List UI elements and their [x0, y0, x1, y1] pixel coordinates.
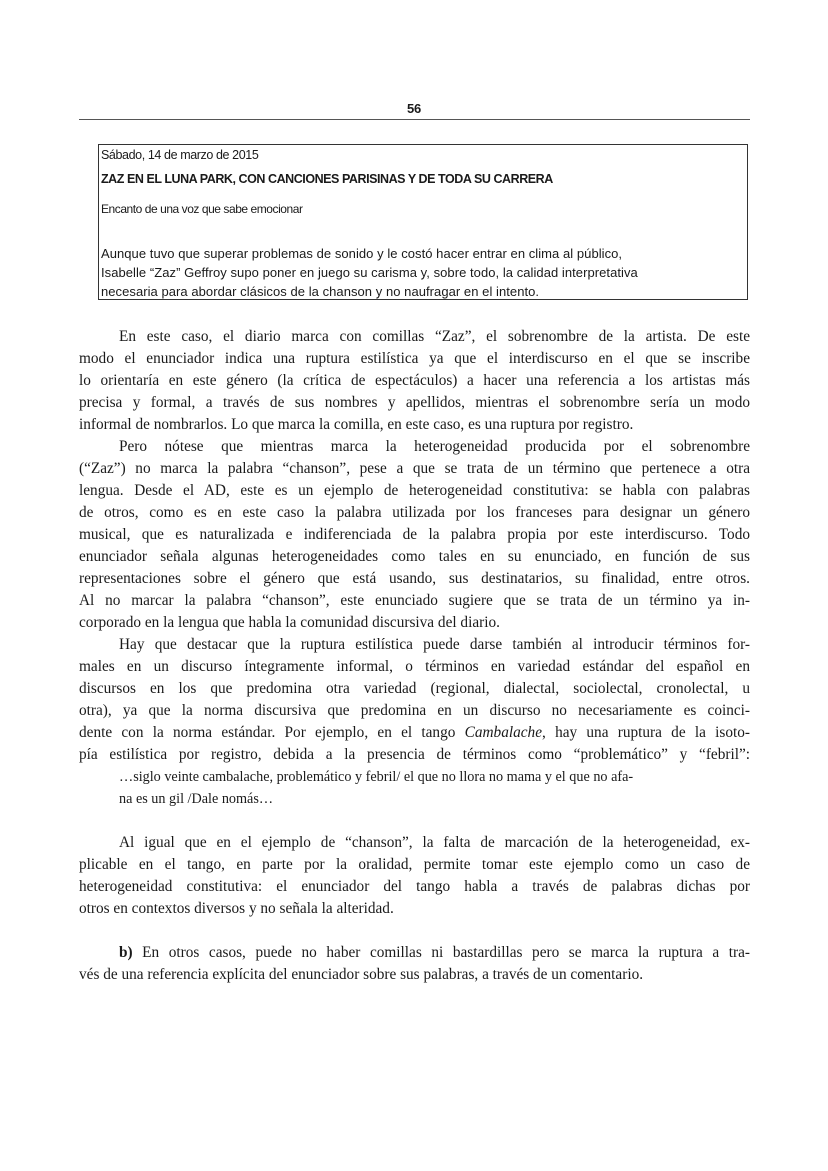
- paragraph-line: corporado en la lengua que habla la comunidad discursiva del diario.: [79, 614, 500, 631]
- paragraph-line: musical, que es naturalizada e indiferenciada de la palabra propia por este interdiscurso. Todo: [79, 526, 750, 543]
- paragraph-line: [79, 942, 750, 964]
- news-headline: ZAZ EN EL LUNA PARK, CON CANCIONES PARISINAS Y DE TODA SU CARRERA: [101, 172, 553, 186]
- paragraph-line: de otros, como es en este caso la palabra utilizada por los franceses para designar un género: [79, 504, 750, 521]
- paragraph-line: vés de una referencia explícita del enunciador sobre sus palabras, a través de un comentario.: [79, 966, 644, 983]
- paragraph-segment: En otros casos, puede no haber comillas ni bastardillas pero se marca la ruptura a tra-: [132, 944, 750, 961]
- paragraph-line: Hay que destacar que la ruptura estilística puede darse también al introducir términos for-: [119, 636, 750, 653]
- quote-line: …siglo veinte cambalache, problemático y febril/ el que no llora no mama y el que no afa-: [119, 769, 634, 785]
- list-label: b): [119, 944, 133, 961]
- news-lead: [101, 244, 745, 301]
- paragraph-line: representaciones sobre el género que está usando, sus destinatarios, su finalidad, entre otros.: [79, 570, 750, 587]
- news-excerpt-box: [98, 144, 748, 300]
- paragraph-line: En este caso, el diario marca con comillas “Zaz”, el sobrenombre de la artista. De este: [119, 328, 750, 345]
- paragraph-line: males en un discurso íntegramente informal, o términos en variedad estándar del español en: [79, 658, 750, 675]
- header-rule: [79, 119, 750, 120]
- paragraph-line: lo orientaría en este género (la crítica de espectáculos) a hacer una referencia a los artistas más: [79, 372, 750, 389]
- paragraph-segment: , hay una ruptura de la isoto-: [541, 724, 751, 741]
- paragraph-line: precisa y formal, a través de sus nombres y apellidos, mientras el sobrenombre sería un modo: [79, 394, 750, 411]
- paragraph-line: modo el enunciador indica una ruptura estilística ya que el interdiscurso en el que se inscribe: [79, 350, 750, 367]
- paragraph-line: Al no marcar la palabra “chanson”, este enunciado sugiere que se trata de un término ya in-: [79, 592, 750, 609]
- news-date: Sábado, 14 de marzo de 2015: [101, 148, 259, 162]
- tango-title: Cambalache: [464, 724, 542, 741]
- paragraph-line: otra), ya que la norma discursiva que predomina en un discurso no necesariamente es coinci-: [79, 702, 750, 719]
- paragraph-line: Al igual que en el ejemplo de “chanson”, la falta de marcación de la heterogeneidad, ex-: [119, 834, 750, 851]
- body-text: [79, 326, 750, 986]
- news-subheadline: Encanto de una voz que sabe emocionar: [101, 202, 303, 216]
- paragraph-line: (“Zaz”) no marca la palabra “chanson”, pese a que se trata de un término que pertenece a otra: [79, 460, 750, 477]
- paragraph-line: Pero nótese que mientras marca la heterogeneidad producida por el sobrenombre: [119, 438, 750, 455]
- news-lead-line: necesaria para abordar clásicos de la chanson y no naufragar en el intento.: [101, 284, 540, 299]
- paragraph-line: heterogeneidad constitutiva: el enunciador del tango habla a través de palabras dichas por: [79, 878, 750, 895]
- paragraph-line: plicable en el tango, en parte por la oralidad, permite tomar este ejemplo como un caso de: [79, 856, 750, 873]
- paragraph-line: [79, 722, 750, 744]
- paragraph-segment: dente con la norma estándar. Por ejemplo, en el tango: [79, 724, 456, 741]
- news-lead-line: Isabelle “Zaz” Geffroy supo poner en juego su carisma y, sobre todo, la calidad interpretativa: [101, 265, 638, 280]
- paragraph-line: discursos en los que predomina otra variedad (regional, dialectal, sociolectal, cronolectal, u: [79, 680, 750, 697]
- paragraph-line: pía estilística por registro, debida a la presencia de términos como “problemático” y “febril”:: [79, 746, 750, 763]
- spacer: [79, 810, 750, 832]
- paragraph-line: informal de nombrarlos. Lo que marca la comilla, en este caso, es una ruptura por registro.: [79, 416, 634, 433]
- paragraph-line: otros en contextos diversos y no señala la alteridad.: [79, 900, 394, 917]
- spacer: [79, 920, 750, 942]
- paragraph-line: enunciador señala algunas heterogeneidades como tales en su enunciado, en función de sus: [79, 548, 750, 565]
- page-number: 56: [406, 101, 422, 116]
- news-lead-line: Aunque tuvo que superar problemas de sonido y le costó hacer entrar en clima al público,: [101, 246, 623, 261]
- quote-line: na es un gil /Dale nomás…: [119, 791, 274, 807]
- paragraph-line: lengua. Desde el AD, este es un ejemplo de heterogeneidad constitutiva: se habla con palabras: [79, 482, 750, 499]
